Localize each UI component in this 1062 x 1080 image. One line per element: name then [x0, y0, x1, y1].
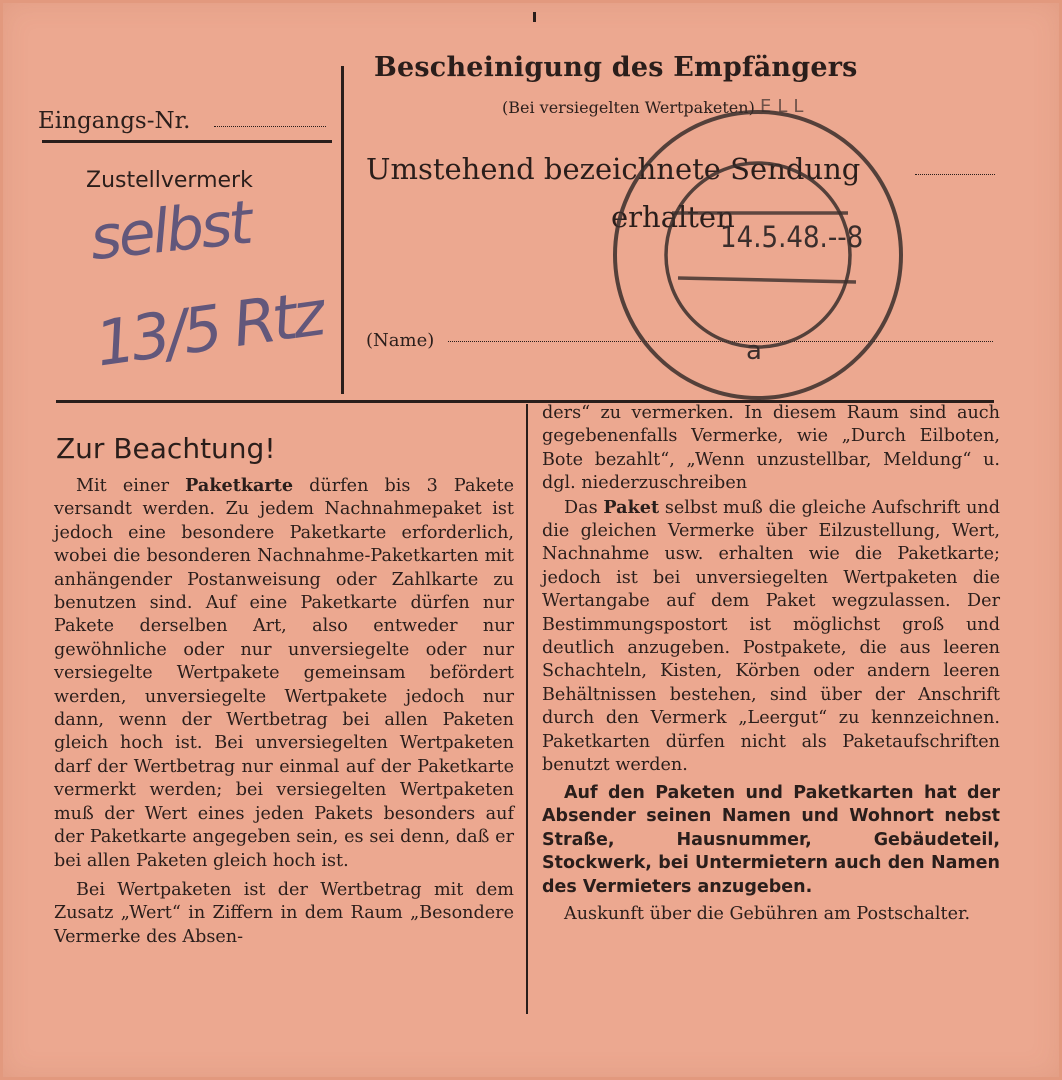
notice-sender-instructions: Auf den Paketen und Paketkarten hat der Absender seinen Namen und Wohnort nebst Straße, Hausnummer, Gebäudeteil, Stockwerk, bei Untermietern auch den Namen des Vermieters anzugeben.	[542, 782, 1000, 897]
notice-left-paragraph-2	[54, 879, 514, 949]
postmark-stamp	[608, 110, 918, 420]
certificate-subtitle: (Bei versiegelten Wertpaketen)	[502, 98, 755, 117]
notice-left-paragraph-1	[54, 474, 514, 873]
notice-heading: Zur Beachtung!	[56, 432, 276, 465]
top-mark	[533, 12, 536, 22]
text-run: Bei Wertpaketen ist der Wertbetrag mit dem Zusatz „Wert“ in Ziffern in dem Raum „Besondere Vermerke des Absen-	[54, 879, 514, 947]
text-run: Mit einer	[76, 476, 186, 496]
eingang-dotted-line	[214, 126, 326, 127]
text-run: dürfen bis 3 Pakete versandt werden. Zu jedem Nachnahmepaket ist jedoch eine besondere Paketkarte erforderlich, wobei die besonderen Nachnahme-Paketkarten mit anhängender Postanweisung oder Zahlkarte zu benutzen sind. Auf eine Paketkarte dürfen nur Pakete derselben Art, also entweder nur gewöhnliche oder nur unversiegelte oder nur versiegelte Wertpakete gemeinsam befördert werden, unversiegelte Wertpakete jedoch nur dann, wenn der Wertbetrag bei allen Paketen gleich hoch ist. Bei unversiegelten Wertpaketen darf der Wertbetrag nur einmal auf der Paketkarte vermerkt werden; bei versiegelten Wertpaketen muß der Wert eines jeden Pakets besonders auf der Paketkarte angegeben sein, es sei denn, daß er bei allen Paketen gleich hoch ist.	[54, 476, 514, 871]
stamp-place-text: ELL	[760, 96, 810, 117]
name-label: (Name)	[366, 330, 435, 351]
notice-right-column	[542, 402, 1000, 926]
text-run-bold: Paketkarte	[185, 475, 294, 496]
notice-right-paragraph-1	[542, 402, 1000, 496]
statement-line-2: erhalten	[611, 200, 735, 234]
zustellvermerk-label: Zustellvermerk	[86, 168, 253, 193]
stamp-letter: a	[746, 336, 762, 366]
bottom-vertical-divider	[526, 404, 528, 1014]
text-run: selbst muß die gleiche Aufschrift und die gleichen Vermerke über Eilzustellung, Wert, Nachnahme usw. erhalten wie die Paketkarte; jedoch ist bei unversiegelten Wertpaketen die Wertangabe auf dem Paket wegzulassen. Der Bestimmungspostort ist möglichst groß und deutlich anzugeben. Postpakete, die aus leeren Schachteln, Kisten, Körben oder andern leeren Behältnissen bestehen, sind über der Anschrift durch den Vermerk „Leergut“ zu kennzeichnen. Paketkarten dürfen nicht als Paketaufschriften benutzt werden.	[542, 497, 1001, 776]
statement-dotted-line	[915, 174, 995, 175]
text-run: Das	[564, 497, 604, 518]
notice-fees-info: Auskunft über die Gebühren am Postschalter.	[564, 904, 971, 924]
top-vertical-divider	[341, 66, 344, 394]
text-run: ders“ zu vermerken. In diesem Raum sind auch gegebenenfalls Vermerke, wie „Durch Eilboten, Bote bezahlt“, „Wenn unzustellbar, Meldung“ u. dgl. niederzuschreiben	[542, 403, 1000, 494]
certificate-title: Bescheinigung des Empfängers	[374, 52, 858, 83]
eingang-underline	[42, 140, 332, 143]
stamp-date: 14.5.48.--8	[720, 220, 864, 254]
eingang-label: Eingangs-Nr.	[38, 108, 191, 134]
statement-line-1: Umstehend bezeichnete Sendung	[366, 152, 861, 186]
text-run-bold: Paket	[603, 496, 660, 518]
handwriting-selbst: selbst	[86, 187, 253, 275]
notice-left-column	[54, 474, 514, 949]
notice-right-paragraph-2	[542, 496, 1000, 778]
handwriting-date: 13/5 Rtz	[91, 276, 326, 381]
